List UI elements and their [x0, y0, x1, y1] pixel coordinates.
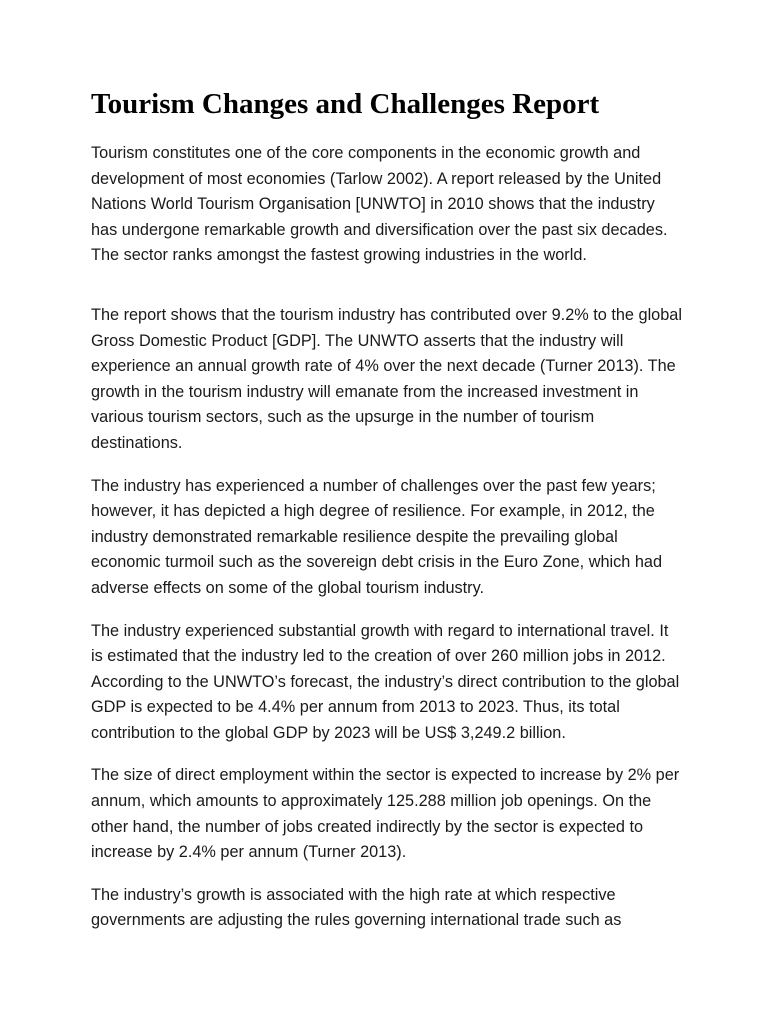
document-title: Tourism Changes and Challenges Report	[91, 88, 600, 120]
paragraph-4: The industry experienced substantial growth with regard to international travel. It is estimated that the industry led to the creation of over 260 million jobs in 2012. According to the UNWTO’s forecast, the industry’s direct contribution to the global GDP is expected to be 4.4% per annum from 2013 to 2023. Thus, its total contribution to the global GDP by 2023 will be US$ 3,249.2 billion.	[91, 621, 680, 742]
paragraph-6: The industry’s growth is associated with the high rate at which respective governments are adjusting the rules governing international trade such as	[91, 885, 622, 930]
paragraph-1: Tourism constitutes one of the core components in the economic growth and development of most economies (Tarlow 2002). A report released by the United Nations World Tourism Organisation [UNWTO] in 2010 shows that the industry has undergone remarkable growth and diversification over the past six decades. The sector ranks amongst the fastest growing industries in the world.	[91, 144, 668, 265]
paragraph-2: The report shows that the tourism industry has contributed over 9.2% to the global Gross Domestic Product [GDP]. The UNWTO asserts that the industry will experience an annual growth rate of 4% over the next decade (Turner 2013). The growth in the tourism industry will emanate from the increased investment in various tourism sectors, such as the upsurge in the number of tourism destinations.	[91, 305, 682, 452]
document-body	[91, 86, 683, 951]
paragraph-5: The size of direct employment within the sector is expected to increase by 2% per annum, which amounts to approximately 125.288 million job openings. On the other hand, the number of jobs created indirectly by the sector is expected to increase by 2.4% per annum (Turner 2013).	[91, 766, 680, 862]
paragraph-3: The industry has experienced a number of challenges over the past few years; however, it has depicted a high degree of resilience. For example, in 2012, the industry demonstrated remarkable resilience despite the prevailing global economic turmoil such as the sovereign debt crisis in the Euro Zone, which had adverse effects on some of the global tourism industry.	[91, 476, 663, 597]
